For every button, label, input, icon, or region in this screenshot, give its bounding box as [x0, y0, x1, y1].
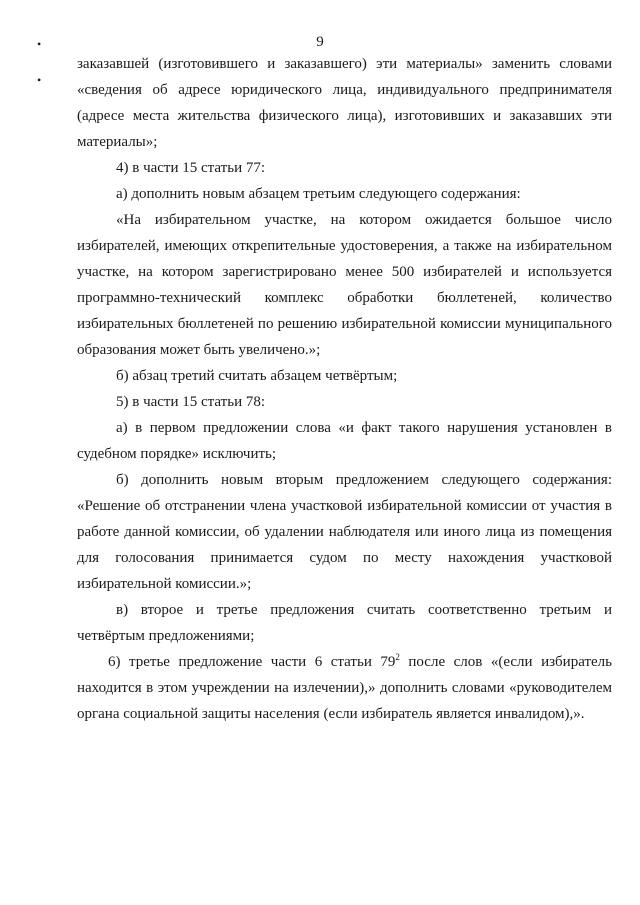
paragraph: б) дополнить новым вторым предложением следующего содержания: «Решение об отстранении члена участковой избирательной комиссии от участия в работе данной комиссии, об удалении наблюдателя или иного лица из помещения для голосования принимается судом по месту нахождения участковой избирательной комиссии.»;	[77, 472, 612, 592]
paragraph: а) дополнить новым абзацем третьим следующего содержания:	[116, 186, 521, 202]
paragraph: 5) в части 15 статьи 78:	[116, 394, 266, 410]
paragraph: заказавшей (изготовившего и заказавшего) эти материалы» заменить словами «сведения об адресе юридического лица, индивидуального предпринимателя (адресе места жительства физического лица), изготовивших и заказавших эти материалы»;	[77, 56, 612, 150]
paragraph: «На избирательном участке, на котором ожидается большое число избирателей, имеющих открепительные удостоверения, а также на избирательном участке, на котором зарегистрировано менее 500 избирателей и используется программно-технический комплекс обработки бюллетеней, количество избирательных бюллетеней по решению избирательной комиссии муниципального образования может быть увеличено.»;	[77, 212, 612, 358]
superscript: 2	[395, 652, 400, 662]
paragraph-text: после слов «(если избиратель находится в этом учреждении на излечении),» дополнить словами «руководителем органа социальной защиты населения (если избиратель является инвалидом),».	[77, 654, 613, 722]
paragraph	[77, 649, 612, 727]
margin-mark: •	[37, 37, 42, 51]
margin-mark: •	[37, 73, 42, 87]
paragraph: 4) в части 15 статьи 77:	[116, 160, 266, 176]
paragraph: а) в первом предложении слова «и факт такого нарушения установлен в судебном порядке» исключить;	[77, 420, 612, 462]
paragraph: в) второе и третье предложения считать соответственно третьим и четвёртым предложениями;	[77, 602, 612, 644]
page-number: 9	[316, 34, 324, 50]
document-body	[77, 51, 612, 727]
paragraph: б) абзац третий считать абзацем четвёртым;	[116, 368, 398, 384]
paragraph-text: 6) третье предложение части 6 статьи 79	[108, 654, 396, 670]
